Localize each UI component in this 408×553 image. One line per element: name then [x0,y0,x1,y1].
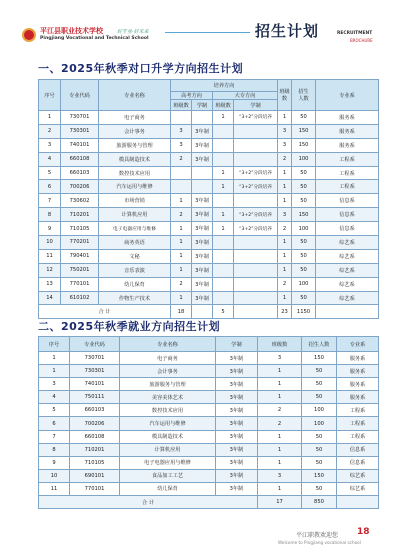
section1-title: 一、2025年秋季对口升学方向招生计划 [38,62,244,75]
brochure-label: BROCHURE [350,38,373,43]
school-name-en: Pingjiang Vocational and Technical School [40,36,149,41]
table-row: 3 740101 旅游服务与管理 3 3年制 3 150 服务系 [39,138,379,152]
table-row: 7 660108 模具制造技术 3年制 1 50 工程系 [39,430,379,443]
recruitment-label: RECRUITMENT [337,31,373,36]
header-duration: 学制 [216,337,258,352]
header-classes: 班级 数 [278,80,292,111]
header-name: 专业名称 [120,337,216,352]
header-gaokao: 高考方向 [171,92,213,100]
table-row: 9 710105 电子电器应用与维修 1 3年制 1 “3+2”分段培养 2 100 信息系 [39,222,379,236]
header-direction: 培养方向 [171,80,278,92]
table-row: 10 770201 商务英语 1 3年制 1 50 综艺系 [39,236,379,250]
header-name: 专业名称 [99,80,171,111]
table-row: 10 690101 食品加工工艺 3年制 3 150 综艺系 [39,469,379,482]
header-seq: 序号 [39,80,61,111]
table-row: 13 770101 幼儿保育 2 3年制 2 100 综艺系 [39,277,379,291]
header-duration: 学制 [192,100,213,111]
header-code: 专业代码 [70,337,120,352]
table-row: 1 730301 会计事务 3年制 1 50 服务系 [39,365,379,378]
section2-table [38,336,379,509]
table-row: 6 700206 汽车运用与维修 1 “3+2”分段培养 1 50 工程系 [39,180,379,194]
table-row: 4 660108 模具制造技术 2 3年制 2 100 工程系 [39,152,379,166]
table-row: 1 730701 电子商务 1 “3+2”分段培养 1 50 服务系 [39,111,379,125]
header-class-count: 班级数 [171,100,192,111]
header-dept: 专业系 [337,337,379,352]
header-enroll: 招生人数 [302,337,337,352]
header-divider [165,32,250,33]
page-number: 18 [357,527,370,537]
school-name: 平江县职业技术学校 [40,27,103,35]
table-row: 3 740101 旅游服务与管理 3年制 1 50 服务系 [39,378,379,391]
section2-title: 二、2025年秋季就业方向招生计划 [38,320,221,333]
total-row: 合 计 18 5 23 1150 [39,305,379,319]
table-row: 12 750201 音乐表演 1 3年制 1 50 综艺系 [39,263,379,277]
school-logo [22,28,36,42]
header-seq: 序号 [39,337,70,352]
header-enroll: 招生 人数 [292,80,316,111]
header-class-count-2: 班级数 [213,100,234,111]
table-row: 8 710201 计算机应用 2 3年制 1 “3+2”分段培养 3 150 信息系 [39,208,379,222]
header-dazhuan: 大专方向 [213,92,278,100]
section1-table [38,79,379,319]
footer-slogan-en: Welcome to Pingjiang vocational school [278,540,361,545]
header-duration-2: 学制 [234,100,278,111]
header-classes: 班级数 [258,337,302,352]
page-title: 招生计划 [255,22,320,40]
table-row: 7 730602 市场营销 1 3年制 1 50 信息系 [39,194,379,208]
table-row: 4 750111 美容美体艺术 3年制 1 50 服务系 [39,391,379,404]
table-row: 14 610102 作物生产技术 1 3年制 1 50 综艺系 [39,291,379,305]
page-header [0,0,408,52]
table-row: 5 660103 数控技术应用 3年制 2 100 工程系 [39,404,379,417]
table-row: 6 700206 汽车运用与维修 3年制 2 100 工程系 [39,417,379,430]
header-dept: 专业系 [316,80,379,111]
header-code: 专业代码 [61,80,99,111]
table-row: 11 770101 幼儿保育 3年制 1 50 综艺系 [39,482,379,495]
table-row: 9 710105 电子电器应用与维修 3年制 1 50 信息系 [39,456,379,469]
table-row: 11 790401 文秘 1 3年制 1 50 综艺系 [39,249,379,263]
table-row: 5 660103 数控技术应用 1 “3+2”分段培养 1 50 工程系 [39,166,379,180]
table-row: 2 730301 会计事务 3 3年制 3 150 服务系 [39,124,379,138]
table-row: 8 710201 计算机应用 3年制 1 50 信息系 [39,443,379,456]
total-row: 合 计 17 850 [39,496,379,509]
school-motto: 好专业·好未来 [117,29,149,35]
table-row: 1 730701 电子商务 3年制 3 150 服务系 [39,352,379,365]
footer-slogan: 平江职教欢迎您 [296,532,339,539]
